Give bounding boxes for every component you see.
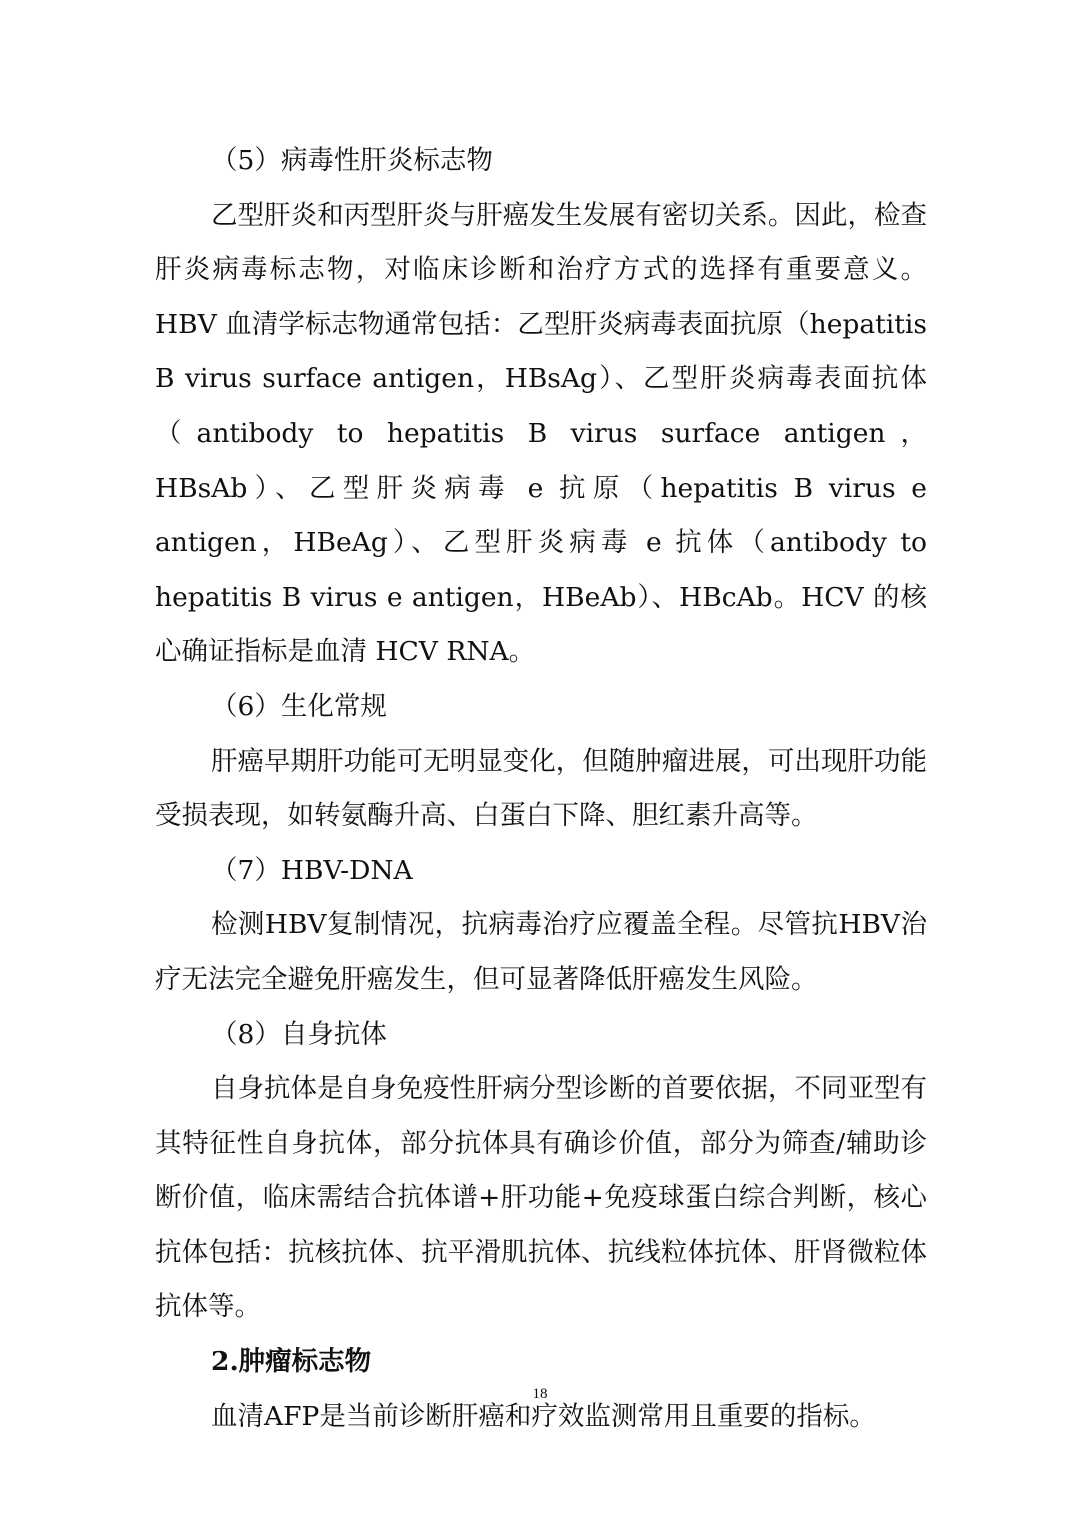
paragraph-autoantibodies: 自身抗体是自身免疫性肝病分型诊断的首要依据，不同亚型有其特征性自身抗体，部分抗体具有确诊价值，部分为筛查/辅助诊断价值，临床需结合抗体谱+肝功能+免疫球蛋白综合判断，核心抗体包括：抗核抗体、抗平滑肌抗体、抗线粒体抗体、肝肾微粒体抗体等。 <box>155 1073 927 1323</box>
section-heading-autoantibodies: （8）自身抗体 <box>211 1018 387 1050</box>
section-heading-viral-hepatitis-markers: （5）病毒性肝炎标志物 <box>211 145 493 176</box>
section-heading-hbv-dna: （7）HBV-DNA <box>211 854 413 886</box>
paragraph-tumor-markers: 血清AFP是当前诊断肝癌和疗效监测常用且重要的指标。 <box>211 1400 876 1432</box>
paragraph-biochemistry: 肝癌早期肝功能可无明显变化，但随肿瘤进展，可出现肝功能受损表现，如转氨酶升高、白蛋白下降、胆红素升高等。 <box>155 745 927 832</box>
section-heading-biochemistry: （6）生化常规 <box>211 690 387 722</box>
page-number: 18 <box>532 1386 548 1402</box>
section-heading-tumor-markers: 2.肿瘤标志物 <box>211 1346 372 1378</box>
paragraph-viral-hepatitis-markers: 乙型肝炎和丙型肝炎与肝癌发生发展有密切关系。因此，检查肝炎病毒标志物，对临床诊断和治疗方式的选择有重要意义。HBV 血清学标志物通常包括：乙型肝炎病毒表面抗原（hepatitis B virus surface antigen，HBsAg）、乙型肝炎病毒表面抗体（antibody to hepatitis B virus surface antigen，HBsAb）、乙型肝炎病毒 e 抗原（hepatitis B virus e antigen，HBeAg）、乙型肝炎病毒 e 抗体（antibody to hepatitis B virus e antigen，HBeAb）、HBcAb。HCV 的核心确证指标是血清 HCV RNA。 <box>155 199 927 668</box>
document-body <box>155 134 927 1444</box>
paragraph-hbv-dna: 检测HBV复制情况，抗病毒治疗应覆盖全程。尽管抗HBV治疗无法完全避免肝癌发生，但可显著降低肝癌发生风险。 <box>155 909 927 995</box>
